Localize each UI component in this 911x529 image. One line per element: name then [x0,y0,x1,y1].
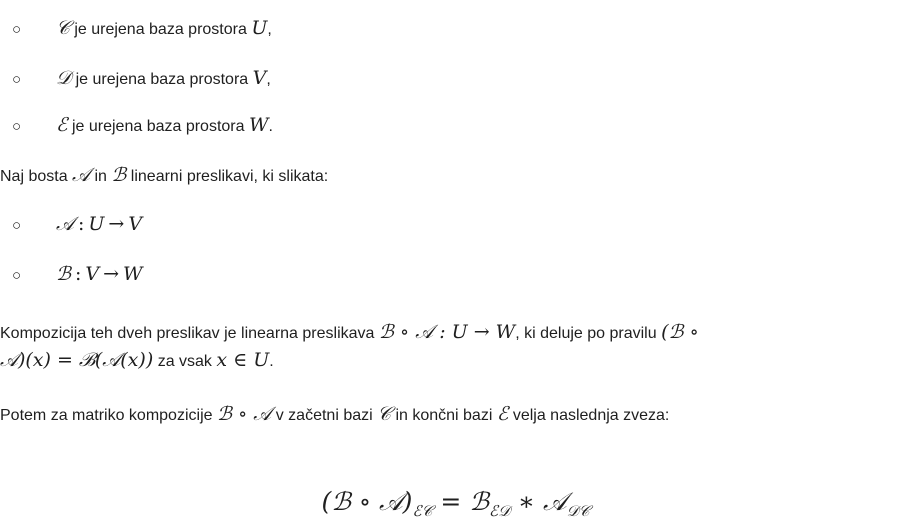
punctuation: . [269,353,274,370]
list-item-text: je urejena baza prostora [75,71,249,88]
formula-matrix-a: 𝒜 [542,487,567,516]
math-symbol: ℰ [496,403,509,425]
math-map-name: ℬ [56,263,71,285]
text: v začetni bazi [275,407,373,424]
bullet: ○ [12,71,22,88]
text: Kompozicija teh dveh preslikav je linearna preslikava [0,325,375,342]
text: in [94,168,107,185]
math-expression: 𝒜)(x) = ℬ(𝒜(x)) [0,349,154,371]
bullet: ○ [12,118,22,135]
math-codomain: V [128,213,143,235]
formula-a-subscript: 𝒟𝒞 [566,502,590,520]
bullet: ○ [12,21,22,38]
paragraph-relation [0,402,669,428]
text: , ki deluje po pravilu [515,325,657,342]
math-symbol: 𝒟 [56,67,72,89]
math-expression: ℬ ∘ 𝒜 [216,403,272,425]
list-item-map-a [12,212,142,238]
math-expression: (ℬ ∘ [661,321,699,343]
display-formula [0,484,911,529]
equals-sign: = [440,487,462,516]
punctuation: , [266,71,271,88]
text: Potem za matriko kompozicije [0,407,213,424]
math-domain: U [88,213,105,235]
math-map-name: 𝒜 [56,213,74,235]
math-symbol: 𝒞 [56,17,70,39]
math-space: W [248,114,269,136]
math-symbol: ℰ [56,114,68,136]
list-item-basis-d [12,66,271,92]
math-symbol: 𝒞 [377,403,391,425]
formula-lhs-subscript: ℰ𝒞 [412,502,433,520]
formula-b-subscript: ℰ𝒟 [488,502,511,520]
bullet: ○ [12,267,22,284]
list-item-text: je urejena baza prostora [74,21,247,38]
math-colon: : [74,263,82,285]
text: Naj bosta [0,168,68,185]
math-space: U [251,17,268,39]
math-map-a: 𝒜 [72,164,91,186]
list-item-map-b [12,262,143,288]
math-expression: x ∈ U [216,349,270,371]
punctuation: . [268,118,273,135]
math-space: V [252,67,267,89]
text: za vsak [157,353,212,370]
math-composition: ℬ ∘ 𝒜 : U → W [378,321,516,343]
paragraph-composition-line1 [0,320,699,346]
punctuation: , [267,21,272,38]
multiply-operator: ∗ [518,487,535,516]
paragraph-maps-intro [0,163,328,189]
list-item-text: je urejena baza prostora [71,118,245,135]
math-colon: : [77,213,85,235]
math-codomain: W [123,263,143,285]
arrow-symbol: → [103,263,119,285]
text: in končni bazi [395,407,493,424]
formula-matrix-b: ℬ [469,487,489,516]
list-item-basis-e [12,113,273,139]
math-domain: V [85,263,100,285]
list-item-basis-c [12,16,272,42]
paragraph-composition-line2 [0,348,274,374]
text: linearni preslikavi, ki slikata: [130,168,329,185]
text: velja naslednja zveza: [512,407,670,424]
arrow-symbol: → [108,213,125,235]
bullet: ○ [12,217,22,234]
math-map-b: ℬ [111,164,127,186]
formula-lhs: (ℬ ∘ 𝒜) [321,487,413,516]
